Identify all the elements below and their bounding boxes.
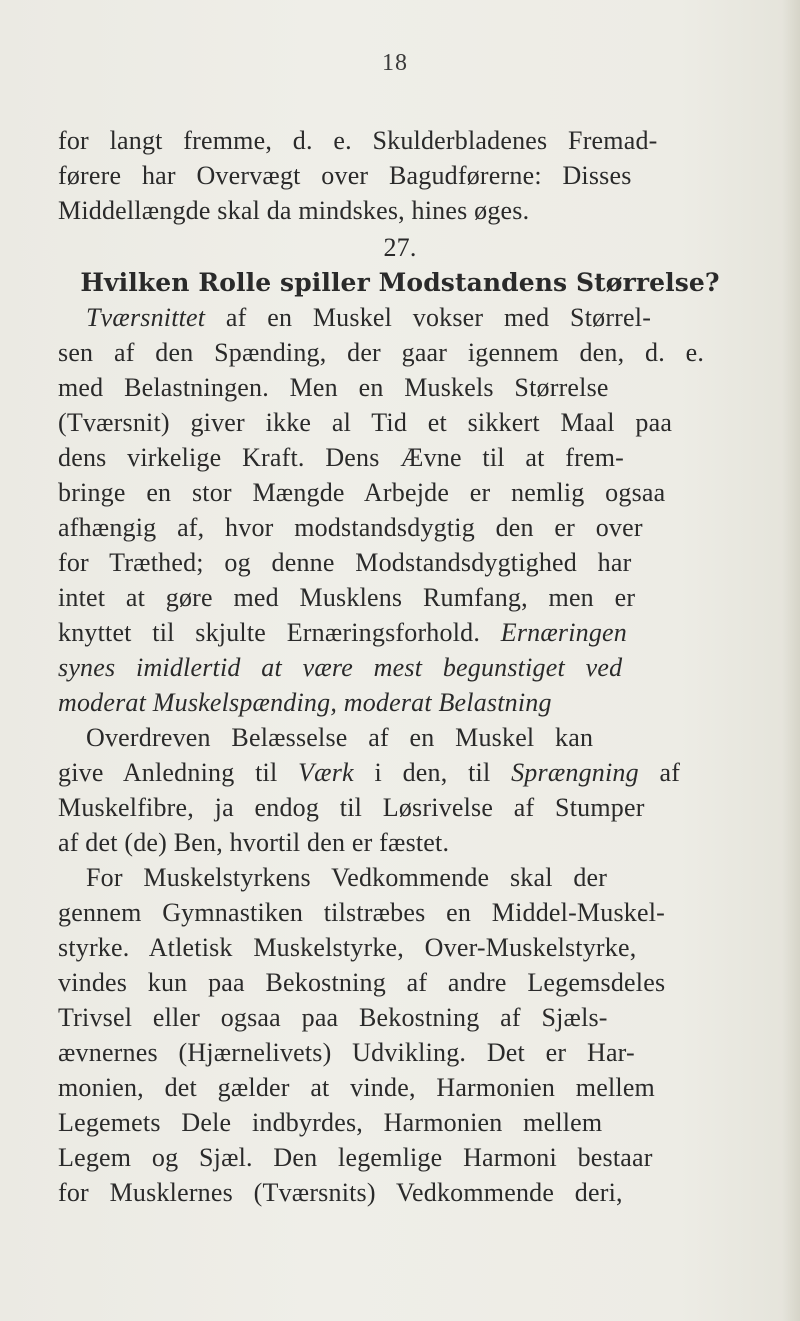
text-line [58,478,665,508]
text-run: intet at gøre med Musklens Rumfang, men er [58,583,636,612]
page-number: 18 [382,50,408,76]
text-line [86,863,607,893]
text-line [86,723,593,753]
italic-run: synes imidlertid at være mest begunstiget ved [58,653,623,682]
text-run: ævnernes (Hjærnelivets) Udvikling. Det er Har- [58,1038,635,1067]
italic-run: Værk [298,758,354,787]
text-line [58,1143,653,1173]
text-run: Legem og Sjæl. Den legemlige Harmoni bestaar [58,1143,653,1172]
text-line [58,408,672,438]
text-run: vindes kun paa Bekostning af andre Legemsdeles [58,968,666,997]
text-line [58,1073,655,1103]
text-line [58,161,632,191]
text-line [58,1108,602,1138]
text-run: monien, det gælder at vinde, Harmonien mellem [58,1073,655,1102]
text-run: med Belastningen. Men en Muskels Størrelse [58,373,609,402]
text-run: Legemets Dele indbyrdes, Harmonien mellem [58,1108,603,1137]
text-line [58,933,636,963]
text-line [58,898,665,928]
text-line [86,303,651,333]
section-number: 27. [383,233,417,262]
text-line [58,373,609,403]
text-line [58,793,645,823]
text-run: dens virkelige Kraft. Dens Ævne til at frem- [58,443,624,472]
text-line [58,1178,623,1208]
text-line [58,1038,635,1068]
text-line [58,653,622,683]
text-line [58,1003,608,1033]
text-run: Middellængde skal da mindskes, hines øges. [58,196,530,225]
italic-run: Ernæringen [500,618,627,647]
text-run: (Tværsnit) giver ikke al Tid et sikkert Maal paa [58,408,673,437]
text-line [58,758,680,788]
text-run: for Musklernes (Tværsnits) Vedkommende deri, [58,1178,623,1207]
text-run: bringe en stor Mængde Arbejde er nemlig ogsaa [58,478,666,507]
text-line [58,968,665,998]
italic-run: Tværsnittet [86,303,206,332]
text-line [58,513,643,543]
text-run: afhængig af, hvor modstandsdygtig den er over [58,513,643,542]
text-run: gennem Gymnastiken tilstræbes en Middel-Muskel- [58,898,665,927]
italic-run: moderat Muskelspænding, moderat Belastning [58,688,552,717]
text-line [58,338,704,368]
text-run: af det (de) Ben, hvortil den er fæstet. [58,828,450,857]
text-run: for langt fremme, d. e. Skulderbladenes Fremad- [58,126,658,155]
text-run: give Anledning til [58,758,299,787]
text-run: For Muskelstyrkens Vedkommende skal der [86,863,608,892]
text-line [58,548,632,578]
text-run: i den, til [353,758,512,787]
text-line [58,126,658,156]
text-line [58,443,624,473]
text-line [58,618,627,648]
italic-run: Sprængning [511,758,639,787]
text-line [58,688,552,718]
section-heading: Hvilken Rolle spiller Modstandens Størrelse? [80,268,720,297]
text-run: knyttet til skjulte Ernæringsforhold. [58,618,501,647]
text-line [58,583,635,613]
text-line [58,828,449,858]
text-run: Trivsel eller ogsaa paa Bekostning af Sjæls- [58,1003,608,1032]
text-run: sen af den Spænding, der gaar igennem den, d. e. [58,338,705,367]
page-edge-shadow [782,0,800,1321]
text-line [58,196,529,226]
text-run: for Træthed; og denne Modstandsdygtighed har [58,548,632,577]
text-run: af [638,758,681,787]
text-run: førere har Overvægt over Bagudførerne: Disses [58,161,632,190]
text-run: Muskelfibre, ja endog til Løsrivelse af Stumper [58,793,645,822]
text-run: af en Muskel vokser med Størrel- [205,303,652,332]
text-run: styrke. Atletisk Muskelstyrke, Over-Muskelstyrke, [58,933,637,962]
text-run: Overdreven Belæsselse af en Muskel kan [86,723,594,752]
